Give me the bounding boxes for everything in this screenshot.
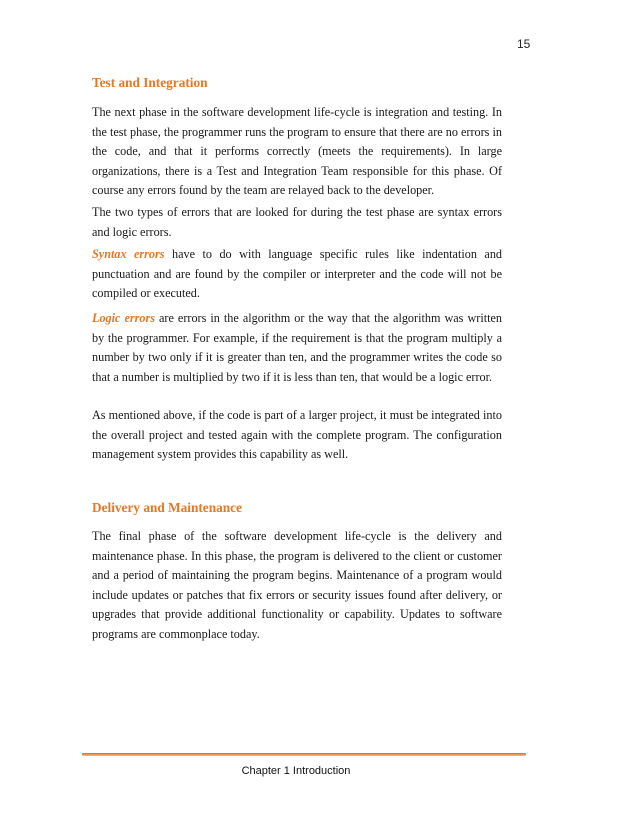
paragraph-delivery-maintenance: The final phase of the software development life-cycle is the delivery and maintenance phase. In this phase, the program is delivered to the client or customer and a period of maintaining the program begins. Maintenance of a program would include updates or patches that fix errors or security issues found after delivery, or upgrades that provide additional functionality or capability. Updates to software programs are commonplace today. bbox=[92, 529, 502, 641]
paragraph-integration: As mentioned above, if the code is part of a larger project, it must be integrated into the overall project and tested again with the complete program. The configuration management system provides this capability as well. bbox=[92, 408, 502, 462]
paragraph-test-phase: The next phase in the software development life-cycle is integration and testing. In the test phase, the programmer runs the program to ensure that there are no errors in the code, and that it performs correctly (meets the requirements). In large organizations, there is a Test and Integration Team responsible for this phase. Of course any errors found by the team are relayed back to the developer. bbox=[92, 105, 502, 198]
paragraph-error-types: The two types of errors that are looked for during the test phase are syntax errors and logic errors. bbox=[92, 205, 502, 239]
footer-divider bbox=[82, 753, 526, 756]
section-heading-test-integration: Test and Integration bbox=[92, 75, 208, 90]
syntax-errors-text: have to do with language specific rules like indentation and punctuation and are found by the compiler or interpreter and the code will not be compiled or executed. bbox=[92, 247, 503, 301]
footer-chapter-label: Chapter 1 Introduction bbox=[241, 765, 351, 777]
paragraph-logic-errors bbox=[92, 309, 502, 387]
page-number: 15 bbox=[517, 37, 531, 51]
syntax-errors-term: Syntax errors bbox=[92, 247, 165, 261]
paragraph-syntax-errors bbox=[92, 245, 502, 304]
logic-errors-text: are errors in the algorithm or the way that the algorithm was written by the programmer. For example, if the requirement is that the program multiply a number by two only if it is greater than ten, and the programmer writes the code so that a number is multiplied by two if it is less than ten, that would be a logic error. bbox=[92, 311, 502, 384]
section-heading-delivery-maintenance: Delivery and Maintenance bbox=[92, 500, 242, 515]
logic-errors-term: Logic errors bbox=[92, 311, 155, 325]
